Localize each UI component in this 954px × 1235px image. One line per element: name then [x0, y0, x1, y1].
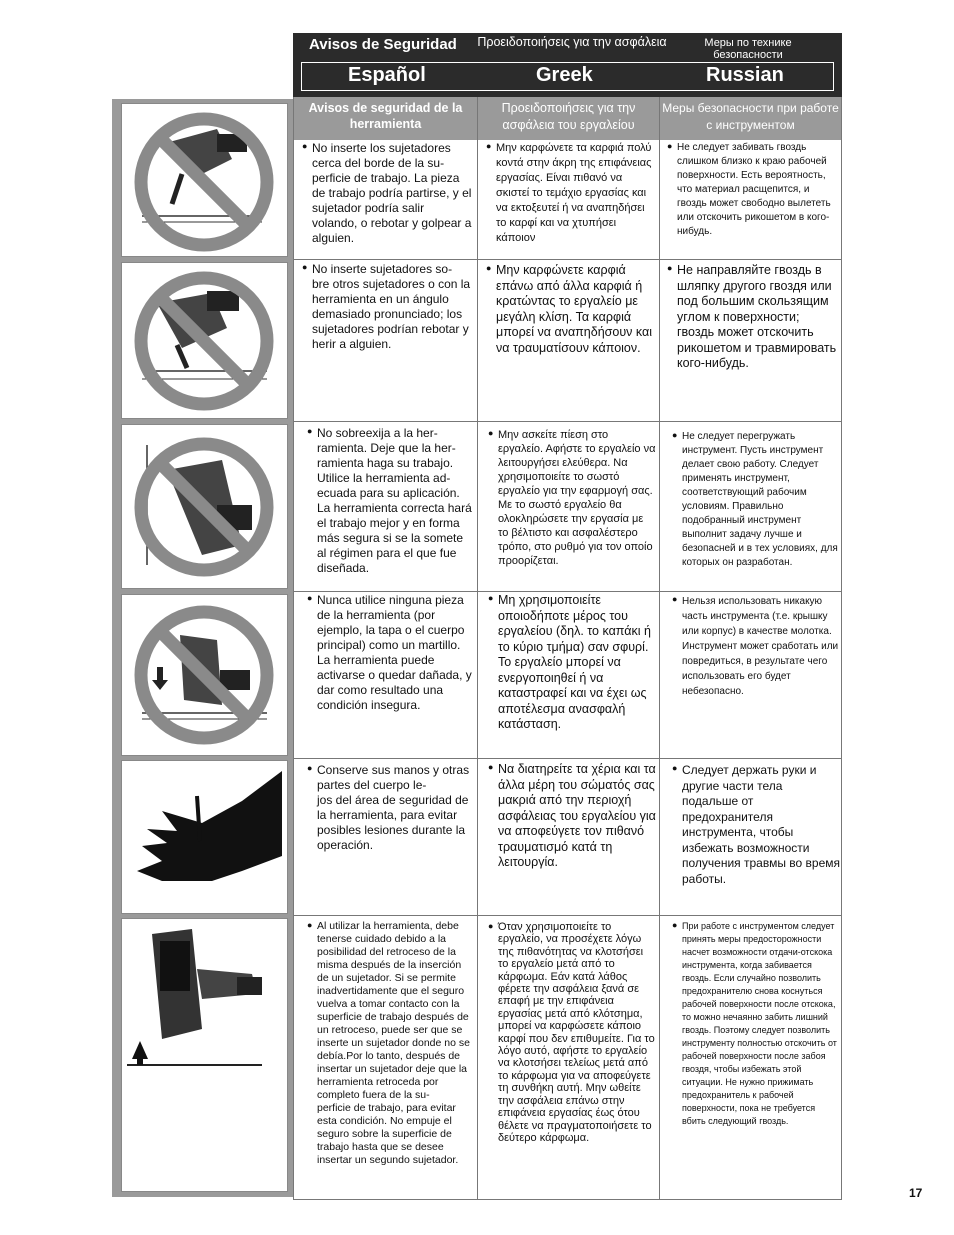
- column-divider: [477, 97, 478, 1200]
- bullet: ●: [307, 426, 313, 436]
- row-divider: [293, 421, 842, 422]
- bullet: ●: [302, 262, 308, 272]
- language-header: [293, 33, 842, 97]
- bullet: ●: [672, 594, 678, 604]
- bullet: ●: [488, 921, 494, 931]
- illustration-overload: [121, 424, 288, 589]
- recoil-icon: [122, 919, 287, 1191]
- table-cell-ru: [667, 263, 839, 372]
- table-cell-gr: [486, 263, 656, 356]
- cell-text: Al utilizar la herramienta, debe tenerse cuidado debido a la posibilidad del retroceso de la misma después de la inserción de un sujetador. Si se permite inadvertidamente que el seguro vuelva a tomar contacto con la superficie de trabajo después de un retroceso, puede ser que se inserte un sujetador donde no se debía.Por lo tanto, después de insertar un sujetador deje que la herramienta retroceda por completo fuera de la su- perficie de trabajo, para evitar esta condición. No empuje el seguro sobre la superficie de trabajo hasta que se desee insertar un segundo sujetador.: [317, 920, 470, 1166]
- illustration-recoil: [121, 918, 288, 1192]
- illustration-hammer: [121, 594, 288, 756]
- bullet: ●: [672, 920, 678, 930]
- illustration-edge-nailing: [121, 103, 288, 257]
- cell-text: Не направляйте гвоздь в шляпку другого гвоздя или под большим скользящим углом к поверхности; гвоздь может отскочить рикошетом и травмировать кого-нибудь.: [677, 263, 837, 370]
- prohibited-angle-icon: [122, 263, 287, 418]
- bullet: ●: [488, 762, 494, 772]
- bullet: ●: [302, 141, 308, 151]
- table-cell-es: [307, 593, 472, 713]
- table-cell-ru: [672, 920, 840, 1128]
- table-cell-es: [307, 426, 472, 576]
- column-divider: [659, 97, 660, 1200]
- bullet: ●: [488, 593, 494, 603]
- row-divider: [293, 758, 842, 759]
- lang-ru: Russian: [706, 64, 784, 86]
- table-cell-es: [302, 141, 472, 246]
- table-cell-es: [307, 763, 472, 853]
- bullet: ●: [307, 593, 313, 603]
- bullet: ●: [667, 141, 673, 151]
- bullet: ●: [486, 263, 492, 273]
- table-cell-gr: [486, 141, 656, 246]
- bullet: ●: [486, 141, 492, 151]
- table-cell-ru: [672, 763, 840, 887]
- table-cell-gr: [488, 921, 656, 1144]
- lang-gr: Greek: [536, 64, 593, 86]
- cell-text: Όταν χρησιμοποιείτε το εργαλείο, να προσέχετε λόγω της πιθανότητας να κλοτσήσει το εργαλείο μετά από το κάρφωμα. Εάν κατά λάθος φέρετε την ασφάλεια ξανά σε επαφή με την επιφάνεια εργασίας μετά από κλότσημα, μπορεί να καρφώσετε κάποιο καρφί που δεν επιθυμείτε. Για το λόγο αυτό, αφήστε το εργαλείο να κλοτσήσει τελείως μετά από το κάρφωμα για να αποφεύγετε τη συνθήκη αυτή. Μην ωθείτε την ασφάλεια επάνω στην επιφάνεια εργασίας έως ότου θέλετε να πραγματοποιήσετε το δεύτερο κάρφωμα.: [498, 921, 655, 1144]
- cell-text: No sobreexija a la her- ramienta. Deje que la her- ramienta haga su trabajo. Utilice la herramienta ad- ecuada para su aplicación. La herramienta correcta hará el trabajo mejor y en forma más segura si se la somete al régimen para el que fue diseñada.: [317, 426, 472, 575]
- lang-es: Español: [348, 64, 426, 86]
- bullet: ●: [488, 428, 494, 438]
- column-header-gr: Προειδοποιήσεις για την ασφάλεια του εργαλείου: [478, 97, 659, 140]
- header-gr-title: Προειδοποιήσεις για την ασφάλεια: [477, 35, 667, 49]
- table-cell-gr: [488, 428, 656, 568]
- cell-text: Не следует перегружать инструмент. Пусть инструмент делает свою работу. Следует применять инструмент, соответствующий рабочим условиям. Правильно подобранный инструмент выполнит задачу лучше и безопасней и в тех условиях, для которых он разработан.: [682, 431, 838, 568]
- cell-text: Не следует забивать гвоздь слишком близко к краю рабочей поверхности. Есть вероятность, что материал расщепится, и гвоздь может свободно вылететь или отскочить рикошетом в кого-нибудь.: [677, 142, 831, 237]
- cell-text: При работе с инструментом следует принять меры предосторожности насчет возможности отдачи-отскока инструмента, когда забивается гвоздь. Если случайно позволить предохранителю снова коснуться рабочей поверхности после отскока, то можно нечаянно забить лишний гвоздь. Поэтому следует позволить инструменту полностью отскочить от рабочей поверхности после забоя гвоздя, чтобы избежать этой ситуации. Не нужно прижимать предохранитель к рабочей поверхности, пока не требуется вбить следующий гвоздь.: [682, 921, 837, 1126]
- cell-text: Μη χρησιμοποιείτε οποιοδήποτε μέρος του εργαλείου (δηλ. το καπάκι ή το κύριο τμήμα) σαν σφυρί. Το εργαλείο μπορεί να ενεργοποιηθεί ή να καταστραφεί και να έχει ως αποτέλεσμα ανασφαλή κατάσταση.: [498, 593, 651, 731]
- page-number: 17: [909, 1186, 923, 1200]
- column-header-es: Avisos de seguridad de la herramienta: [294, 97, 477, 140]
- bullet: ●: [667, 263, 673, 273]
- cell-text: No inserte sujetadores so- bre otros sujetadores o con la herramienta en un ángulo demasiado pronunciado; los sujetadores podrían rebotar y herir a alguien.: [312, 262, 471, 351]
- bullet: ●: [672, 430, 678, 440]
- cell-text: Να διατηρείτε τα χέρια και τα άλλα μέρη του σώματός σας μακριά από την περιοχή ασφάλειας του εργαλείου για να αποφεύγετε τον πιθανό τραυματισμό κατά τη λειτουργία.: [498, 762, 656, 869]
- prohibited-hammer-icon: [122, 595, 287, 755]
- table-cell-gr: [488, 593, 656, 733]
- table-cell-ru: [672, 430, 840, 570]
- table-cell-ru: [672, 594, 840, 699]
- bullet: ●: [672, 763, 678, 773]
- cell-text: Нельзя использовать никакую часть инструмента (т.е. крышку или корпус) в качестве молотка. Инструмент может сработать или повредиться, в результате чего использовать его будет небезопасно.: [682, 596, 839, 697]
- cell-text: Следует держать руки и другие части тела подальше от предохранителя инструмента, чтобы избежать возможности получения травмы во время работы.: [682, 763, 841, 886]
- table-cell-es: [302, 262, 472, 352]
- column-header-ru: Меры безопасности при работе с инструментом: [660, 97, 841, 140]
- illustration-hand-safety: [121, 760, 288, 914]
- cell-text: Μην καρφώνετε καρφιά επάνω από άλλα καρφιά ή κρατώντας το εργαλείο με μεγάλη κλίση. Τα καρφιά μπορεί να αναπηδήσουν και να τραυματίσουν κάποιον.: [496, 263, 652, 355]
- header-es-title: Avisos de Seguridad: [309, 36, 457, 53]
- bullet: ●: [307, 763, 313, 773]
- illustration-angle-nailing: [121, 262, 288, 419]
- prohibited-overload-icon: [122, 425, 287, 588]
- bullet: ●: [307, 920, 313, 930]
- hand-icon: [122, 761, 287, 913]
- table-cell-gr: [488, 762, 656, 871]
- cell-text: Μην καρφώνετε τα καρφιά πολύ κοντά στην άκρη της επιφάνειας εργασίας. Είναι πιθανό να σκιστεί το τεμάχιο εργασίας και να εκτοξευτεί ή να αναπηδήσει το καρφί και να χτυπήσει κάποιον: [496, 142, 652, 244]
- table-cell-ru: [667, 141, 839, 239]
- table-cell-es: [307, 920, 473, 1167]
- cell-text: Conserve sus manos y otras partes del cuerpo le- jos del área de seguridad de la herramienta, para evitar posibles lesiones durante la operación.: [317, 763, 470, 852]
- row-divider: [293, 591, 842, 592]
- row-divider: [293, 915, 842, 916]
- prohibited-edge-icon: [122, 104, 287, 256]
- header-ru-title: Меры по технике безопасности: [704, 37, 792, 61]
- cell-text: No inserte los sujetadores cerca del borde de la su- perficie de trabajo. La pieza de trabajo podría partirse, y el sujetador podría salir volando, o rebotar y golpear a alguien.: [312, 141, 472, 245]
- cell-text: Nunca utilice ninguna pieza de la herramienta (por ejemplo, la tapa o el cuerpo principal) como un martillo. La herramienta puede activarse o quedar dañada, y dar como resultado una condición insegura.: [317, 593, 472, 712]
- cell-text: Μην ασκείτε πίεση στο εργαλείο. Αφήστε το εργαλείο να λειτουργήσει ελεύθερα. Να χρησιμοποιείτε το σωστό εργαλείο για την εφαρμογή σας. Με το σωστό εργαλείο θα ολοκληρώσετε την εργασία με το βέλτιστο και ασφαλέστερο τρόπο, στο ρυθμό για τον οποίο προορίζεται.: [498, 429, 656, 567]
- row-divider: [293, 259, 842, 260]
